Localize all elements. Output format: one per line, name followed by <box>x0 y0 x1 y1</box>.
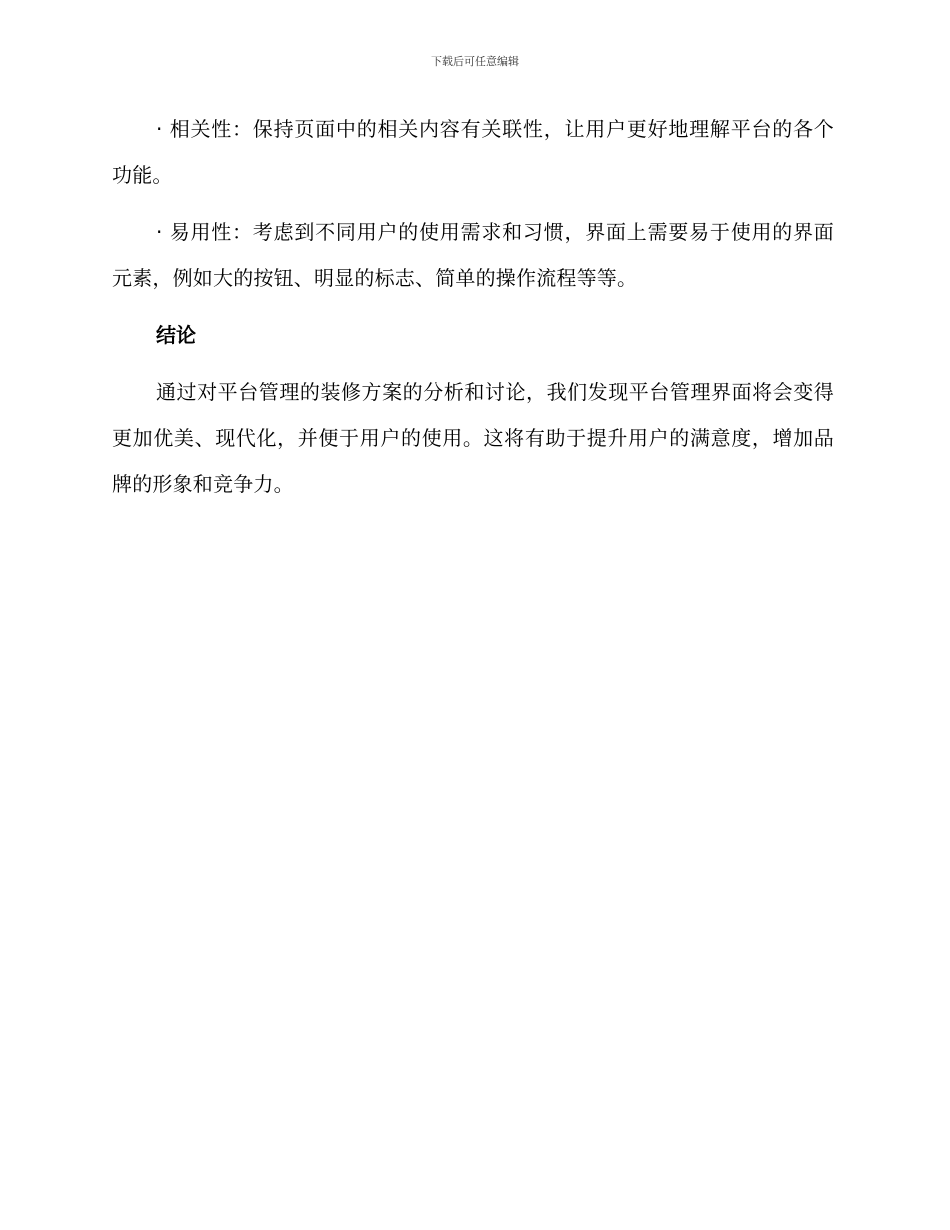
page-header: 下载后可任意编辑 <box>431 55 519 68</box>
section-heading-conclusion: 结论 <box>156 323 196 347</box>
bullet-paragraph-usability: · 易用性：考虑到不同用户的使用需求和习惯，界面上需要易于使用的界面元素，例如大的按钮、明显的标志、简单的操作流程等等。 <box>112 220 834 290</box>
bullet-paragraph-relevance: · 相关性：保持页面中的相关内容有关联性，让用户更好地理解平台的各个功能。 <box>112 117 834 187</box>
conclusion-paragraph: 通过对平台管理的装修方案的分析和讨论，我们发现平台管理界面将会变得更加优美、现代化，并便于用户的使用。这将有助于提升用户的满意度，增加品牌的形象和竞争力。 <box>112 380 834 496</box>
document-body <box>112 106 834 518</box>
